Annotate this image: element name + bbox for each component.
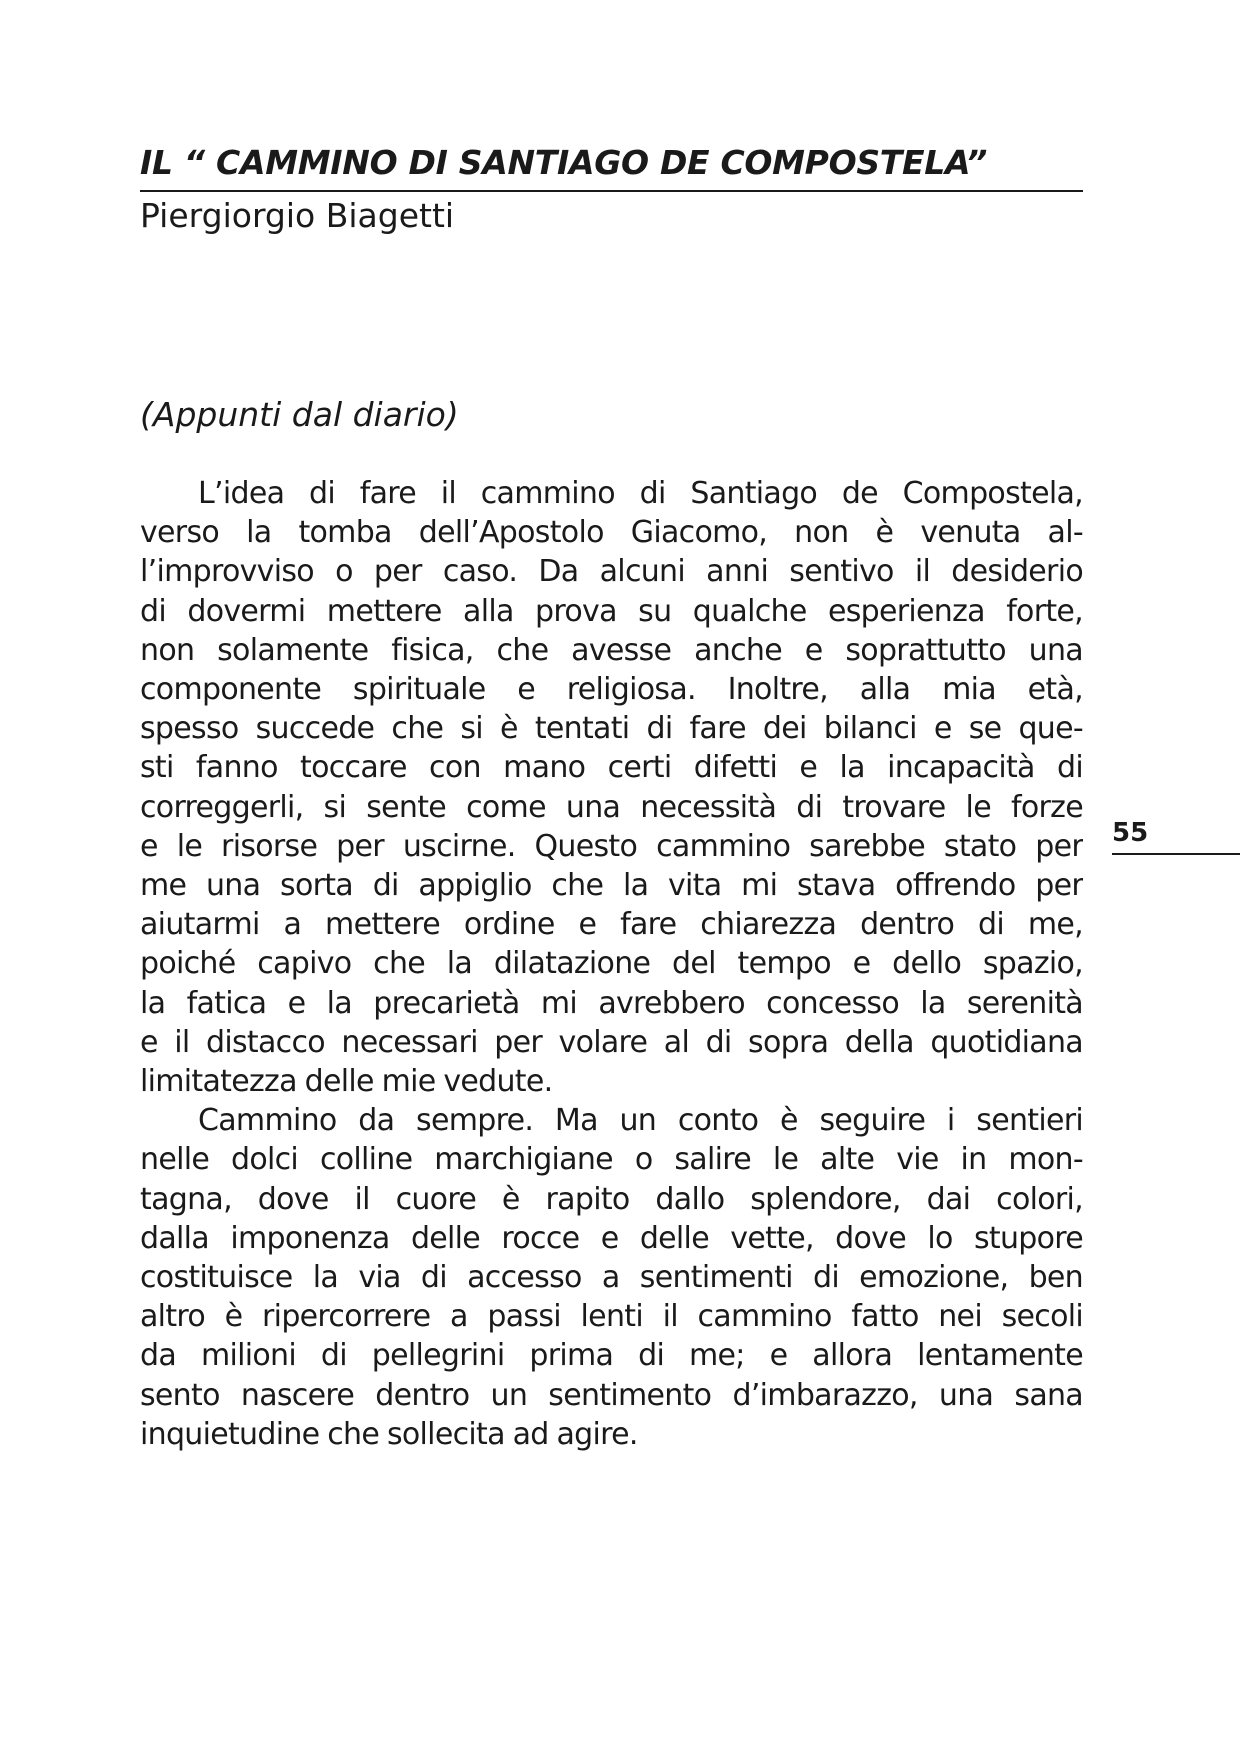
page-number-rule [1112, 853, 1240, 855]
text-line: tagna, dove il cuore è rapito dallo splendore, dai colori, [140, 1181, 1083, 1217]
text-line: verso la tomba dell’Apostolo Giacomo, non è venuta al- [140, 515, 1083, 551]
text-line: di dovermi mettere alla prova su qualche esperienza forte, [140, 593, 1083, 629]
page-number: 55 [1112, 818, 1149, 848]
text-line: me una sorta di appiglio che la vita mi stava offrendo per [140, 868, 1083, 904]
paragraph-1 [140, 474, 1083, 1101]
text-line: da milioni di pellegrini prima di me; e allora lentamente [140, 1338, 1083, 1374]
text-line: poiché capivo che la dilatazione del tempo e dello spazio, [140, 946, 1083, 982]
text-line: inquietudine che sollecita ad agire. [140, 1416, 638, 1452]
text-line: aiutarmi a mettere ordine e fare chiarezza dentro di me, [140, 907, 1083, 943]
section-subtitle: (Appunti dal diario) [140, 395, 459, 434]
text-line: correggerli, si sente come una necessità di trovare le forze [140, 789, 1083, 825]
text-line: l’improvviso o per caso. Da alcuni anni sentivo il desiderio [140, 554, 1083, 590]
text-line: costituisce la via di accesso a sentimenti di emozione, ben [140, 1260, 1083, 1296]
text-line: nelle dolci colline marchigiane o salire le alte vie in mon- [140, 1142, 1083, 1178]
text-line: e il distacco necessari per volare al di sopra della quotidiana [140, 1024, 1083, 1060]
text-line: L’idea di fare il cammino di Santiago de Compostela, [198, 476, 1083, 511]
text-line: e le risorse per uscirne. Questo cammino sarebbe stato per [140, 828, 1083, 864]
body-text [140, 474, 1083, 1454]
text-line: la fatica e la precarietà mi avrebbero concesso la serenità [140, 985, 1083, 1021]
text-line: spesso succede che si è tentati di fare dei bilanci e se que- [140, 711, 1083, 747]
paragraph-2 [140, 1101, 1083, 1454]
text-line: altro è ripercorrere a passi lenti il cammino fatto nei secoli [140, 1299, 1083, 1335]
text-line: componente spirituale e religiosa. Inoltre, alla mia età, [140, 672, 1083, 708]
text-line: sento nascere dentro un sentimento d’imbarazzo, una sana [140, 1377, 1083, 1413]
text-line: dalla imponenza delle rocce e delle vette, dove lo stupore [140, 1220, 1083, 1256]
text-line: limitatezza delle mie vedute. [140, 1064, 553, 1100]
title-divider [140, 190, 1083, 192]
text-line: non solamente fisica, che avesse anche e soprattutto una [140, 632, 1083, 668]
text-line: Cammino da sempre. Ma un conto è seguire i sentieri [198, 1103, 1083, 1139]
text-line: sti fanno toccare con mano certi difetti e la incapacità di [140, 750, 1083, 786]
article-title: IL “ CAMMINO DI SANTIAGO DE COMPOSTELA” [140, 143, 988, 182]
author-name: Piergiorgio Biagetti [140, 196, 455, 235]
